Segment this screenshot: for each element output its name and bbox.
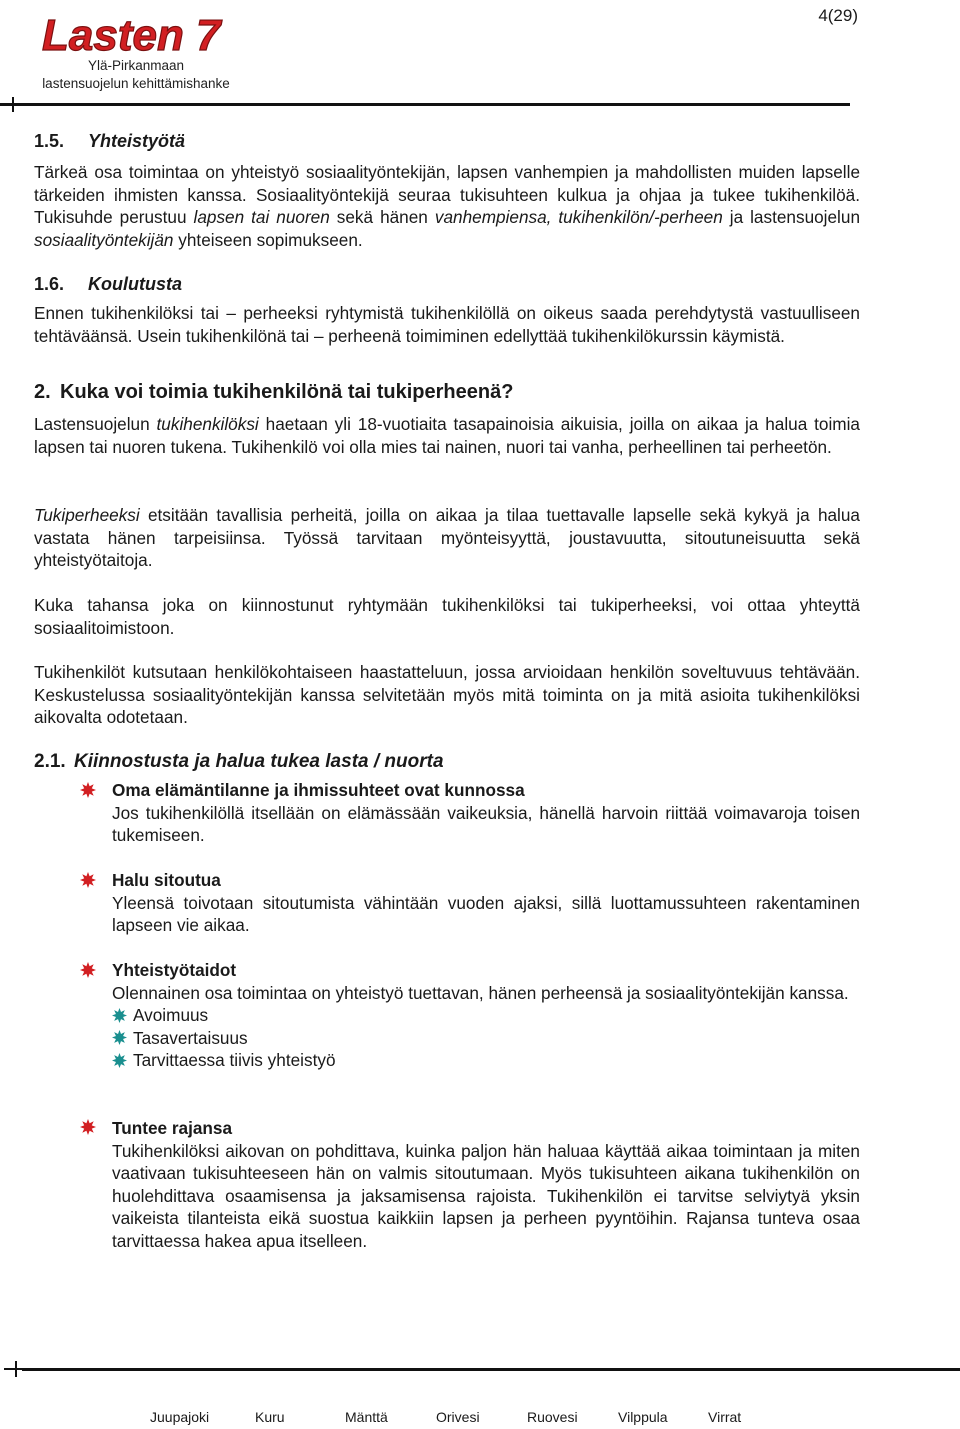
page-number: 4(29) <box>818 6 858 25</box>
footer-crop-mark <box>4 1368 30 1370</box>
bullet-item: Oma elämäntilanne ja ihmissuhteet ovat kunnossa Jos tukihenkilöllä itsellään on elämässään vaikeuksia, hänellä harvoin riittää voimavaroja toisen tukemiseen. <box>112 780 860 845</box>
sub-bullet-item: Tarvittaessa tiivis yhteistyö <box>112 1049 860 1072</box>
heading-1-6: 1.6. Koulutusta <box>34 274 182 294</box>
footer-place: Orivesi <box>436 1409 480 1425</box>
heading-2-1: 2.1. Kiinnostusta ja halua tukea lasta / nuorta <box>34 751 444 772</box>
paragraph-2-4: Tukihenkilöt kutsutaan henkilökohtaiseen haastatteluun, jossa arvioidaan henkilön soveltuvuus tehtävään. Keskustelussa sosiaalityöntekijän kanssa selvitetään myös mitä toiminta on ja mitä asioita tukihenkilöksi aikovalta odotetaan. <box>34 662 860 727</box>
teal-star-bullet-icon <box>112 1053 127 1068</box>
heading-2: 2. Kuka voi toimia tukihenkilönä tai tukiperheenä? <box>34 381 514 403</box>
bullet-item: Halu sitoutua Yleensä toivotaan sitoutumista vähintään vuoden ajaksi, sillä luottamussuhteen rakentaminen lapseen vie aikaa. <box>112 870 860 935</box>
footer-place: Virrat <box>708 1409 742 1425</box>
footer-place: Mänttä <box>345 1409 388 1425</box>
lasten-7-logo <box>38 4 228 62</box>
paragraph-2-2: Tukiperheeksi etsitään tavallisia perheitä, joilla on aikaa ja tilaa tuettavalle lapselle sekä kykyä ja halua vastata hänen tarpeisiinsa. Työssä tarvitaan myönteisyyttä, joustavuutta, sitoutuneisuutta sekä yhteistyötaitoja. <box>34 505 860 570</box>
footer-place: Juupajoki <box>150 1409 210 1425</box>
paragraph-2-3: Kuka tahansa joka on kiinnostunut ryhtymään tukihenkilöksi tai tukiperheeksi, voi ottaa yhteyttä sosiaalitoimistoon. <box>34 595 860 638</box>
sub-bullet-item: Avoimuus <box>112 1004 860 1027</box>
footer-place: Ruovesi <box>527 1409 578 1425</box>
heading-1-5: 1.5. Yhteistyötä <box>34 131 186 151</box>
logo-subtitle: Ylä-Pirkanmaan lastensuojelun kehittämishanke <box>42 58 230 91</box>
paragraph-1-6: Ennen tukihenkilöksi tai – perheeksi ryhtymistä tukihenkilöllä on oikeus saada perehdytystä vastuulliseen tehtäväänsä. Usein tukihenkilönä tai – perheenä toimiminen edellyttää tukihenkilökurssin käymistä. <box>34 303 860 346</box>
logo-text: Lasten 7 <box>42 11 221 60</box>
footer-divider <box>22 1368 960 1371</box>
header-divider <box>0 103 850 106</box>
footer-place: Kuru <box>255 1409 285 1425</box>
bullet-item: Yhteistyötaidot Olennainen osa toimintaa on yhteistyö tuettavan, hänen perheensä ja sosiaalityöntekijän kanssa. Avoimuus Tasavertaisuus Tarvittaessa tiivis yhteistyö <box>112 959 860 1072</box>
red-star-bullet-icon <box>80 962 96 978</box>
paragraph-2-1: Lastensuojelun tukihenkilöksi haetaan yli 18-vuotiaita tasapainoisia aikuisia, joilla on aikaa ja halua toimia lapsen tai nuoren tukena. Tukihenkilö voi olla mies tai nainen, nuori tai vanha, perheellinen tai perheetön. <box>34 414 860 457</box>
bullet-item: Tuntee rajansa Tukihenkilöksi aikovan on pohdittava, kuinka paljon hän haluaa käyttää aikaa toimintaan ja miten vaativaan tukisuhteeseen hän on valmis sitoutumaan. Myös tukisuhteen aikana tukihenkilön on huolehdittava osaamisensa ja jaksamisensa rajoista. Tukihenkilön ei tarvitse selviytyä yksin vaikeista tilanteista eikä suostua kaikkiin lapsen ja perheen pyyntöihin. Rajansa tunteva osaa tarvittaessa hakea apua itselleen. <box>112 1118 860 1251</box>
footer-place: Vilppula <box>618 1409 668 1425</box>
header-crop-mark <box>5 104 21 106</box>
teal-star-bullet-icon <box>112 1030 127 1045</box>
red-star-bullet-icon <box>80 872 96 888</box>
sub-bullet-item: Tasavertaisuus <box>112 1027 860 1050</box>
teal-star-bullet-icon <box>112 1008 127 1023</box>
paragraph-1-5: Tärkeä osa toimintaa on yhteistyö sosiaalityöntekijän, lapsen vanhempien ja mahdollisten muiden lapselle tärkeiden ihmisten kanssa. Sosiaalityöntekijä seuraa tukisuhteen kulkua ja ohjaa ja tukee tukihenkilöä. Tukisuhde perustuu lapsen tai nuoren sekä hänen vanhempiensa, tukihenkilön/-perheen ja lastensuojelun sosiaalityöntekijän yhteiseen sopimukseen. <box>34 162 860 250</box>
red-star-bullet-icon <box>80 1119 96 1135</box>
red-star-bullet-icon <box>80 782 96 798</box>
